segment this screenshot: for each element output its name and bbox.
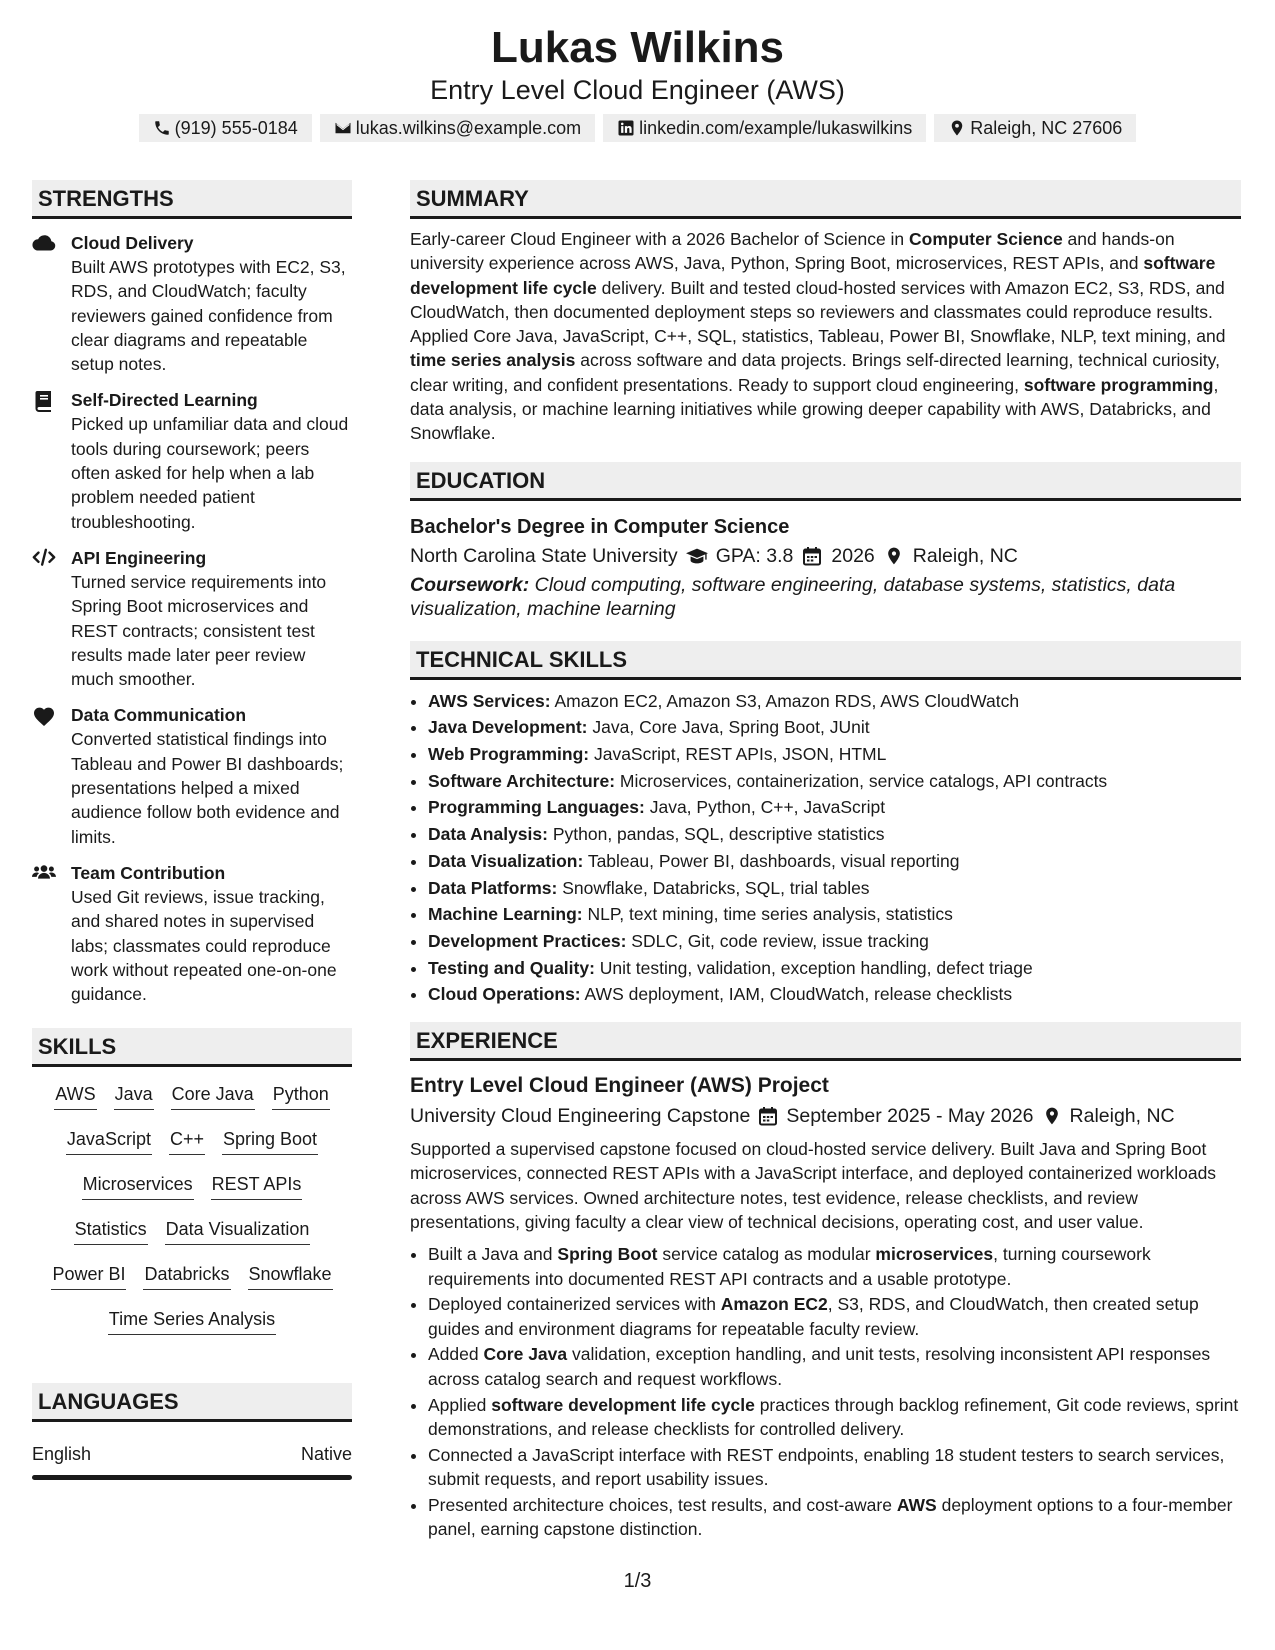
experience-description: Supported a supervised capstone focused on cloud-hosted service delivery. Built Java and Spring Boot microservices, connected REST APIs with a JavaScript interface, and deployed containerized workloads across AWS services. Owned architecture notes, test evidence, release checklists, and review presentations, giving faculty a clear view of technical decisions, operating cost, and user value.	[410, 1139, 1217, 1232]
bold-text: Core Java	[483, 1344, 568, 1365]
skill-category: Data Analysis:	[428, 824, 548, 845]
language-level-bar	[32, 1475, 352, 1480]
skill-tag: Snowflake	[248, 1262, 333, 1290]
experience-title: Entry Level Cloud Engineer (AWS) Project	[410, 1074, 829, 1098]
skill-tag: Core Java	[171, 1082, 255, 1110]
text-run: Early-career Cloud Engineer with a 2026 Bachelor of Science in	[410, 229, 910, 249]
skill-values: AWS deployment, IAM, CloudWatch, release checklists	[580, 984, 1013, 1005]
skill-tag: Microservices	[82, 1172, 194, 1200]
bold-text: time series analysis	[410, 350, 576, 371]
coursework-text: Cloud computing, software engineering, database systems, statistics, data visualization, machine learning	[410, 573, 1176, 620]
bold-text: microservices	[875, 1244, 994, 1265]
section-heading-skills: SKILLS	[32, 1028, 352, 1067]
graduation-cap-icon	[686, 546, 708, 566]
text-run: , S3, RDS, and CloudWatch, then created setup guides and environment diagrams for repeatable faculty review.	[428, 1294, 1199, 1339]
skill-row	[32, 1167, 352, 1212]
contact-location	[934, 114, 1136, 142]
technical-skill-item	[428, 821, 1241, 848]
technical-skill-item	[428, 928, 1241, 955]
technical-skill-item	[428, 688, 1241, 715]
email-text: lukas.wilkins@example.com	[355, 118, 582, 138]
skill-row	[32, 1257, 352, 1302]
technical-skill-item	[428, 901, 1241, 928]
text-run: across software and data projects. Brings self-directed learning, technical curiosity, clear writing, and confident presentations. Ready to support cloud engineering,	[410, 350, 1220, 395]
strength-description: Converted statistical findings into Tableau and Power BI dashboards; presentations helped a mixed audience follow both evidence and limits.	[71, 729, 344, 847]
left-column	[32, 180, 352, 1480]
section-heading-languages: LANGUAGES	[32, 1383, 352, 1422]
experience-details	[410, 1101, 1241, 1131]
technical-skill-item	[428, 875, 1241, 902]
strength-description: Turned service requirements into Spring Boot microservices and REST contracts; consistent test results made later peer review much smoother.	[71, 571, 327, 690]
experience-dates: September 2025 - May 2026	[786, 1105, 1034, 1128]
envelope-icon	[334, 119, 352, 137]
strength-item	[32, 231, 352, 376]
strengths-list	[32, 231, 352, 1006]
text-run: Applied	[428, 1394, 492, 1415]
section-heading-experience: EXPERIENCE	[410, 1022, 1241, 1061]
bold-text: software development life cycle	[410, 253, 1216, 298]
candidate-title: Entry Level Cloud Engineer (AWS)	[430, 75, 845, 105]
technical-skill-item	[428, 848, 1241, 875]
skill-values: Python, pandas, SQL, descriptive statistics	[547, 824, 885, 845]
map-pin-icon	[883, 546, 905, 566]
map-pin-icon	[1042, 1106, 1062, 1126]
technical-skill-item	[428, 768, 1241, 795]
education-degree: Bachelor's Degree in Computer Science	[410, 515, 790, 538]
text-run: , turning coursework requirements into documented REST API contracts and a usable prototype.	[428, 1244, 1151, 1289]
text-run: practices through backlog refinement, Git code reviews, sprint demonstrations, and release checklists for controlled delivery.	[428, 1394, 1239, 1439]
text-run: service catalog as modular	[657, 1244, 876, 1265]
summary-text	[410, 227, 1241, 446]
section-heading-strengths: STRENGTHS	[32, 180, 352, 219]
experience-bullet	[428, 1443, 1241, 1492]
strength-title: Data Communication	[71, 705, 247, 726]
bold-text: software programming	[1023, 374, 1214, 395]
page-number: 1/3	[623, 1570, 652, 1592]
bold-text: Amazon EC2	[720, 1294, 828, 1315]
users-icon	[32, 863, 56, 885]
text-run: Presented architecture choices, test results, and cost-aware	[428, 1494, 897, 1515]
skill-tag: Python	[272, 1082, 330, 1110]
skill-row	[32, 1212, 352, 1257]
candidate-name: Lukas Wilkins	[490, 23, 785, 72]
section-heading-education: EDUCATION	[410, 462, 1241, 501]
strength-title: API Engineering	[71, 547, 207, 568]
skill-category: Machine Learning:	[428, 904, 583, 925]
experience-location: Raleigh, NC	[1069, 1105, 1175, 1128]
experience-bullet	[428, 1242, 1241, 1291]
skill-tag: Data Visualization	[165, 1217, 311, 1245]
bold-text: AWS	[896, 1494, 937, 1515]
education-details	[410, 541, 1241, 571]
experience-org: University Cloud Engineering Capstone	[410, 1105, 751, 1128]
education-school: North Carolina State University	[410, 544, 678, 567]
text-run: , data analysis, or machine learning initiatives while growing deeper capability with AWS, Databricks, and Snowflake.	[410, 374, 1219, 444]
strength-title: Team Contribution	[71, 862, 226, 883]
skill-tag: Statistics	[74, 1217, 148, 1245]
skill-values: SDLC, Git, code review, issue tracking	[626, 931, 929, 951]
skill-values: JavaScript, REST APIs, JSON, HTML	[589, 744, 887, 765]
skill-row	[32, 1122, 352, 1167]
skill-row	[32, 1302, 352, 1347]
technical-skill-item	[428, 981, 1241, 1008]
text-run: Built a Java and	[428, 1244, 558, 1265]
phone-icon	[153, 119, 171, 137]
linkedin-icon	[617, 119, 635, 137]
right-column	[410, 180, 1241, 1543]
coursework-label: Coursework:	[410, 573, 530, 596]
skill-category: Software Architecture:	[428, 770, 616, 791]
language-name: English	[32, 1444, 92, 1465]
skill-tag: C++	[169, 1127, 205, 1155]
technical-skills-list	[410, 688, 1241, 1008]
skill-tag: REST APIs	[211, 1172, 303, 1200]
skill-category: Programming Languages:	[428, 797, 645, 818]
strength-description: Used Git reviews, issue tracking, and shared notes in supervised labs; classmates could reproduce work without repeated one-on-one guidance.	[71, 886, 337, 1005]
strength-item	[32, 861, 352, 1006]
skill-values: Microservices, containerization, service catalogs, API contracts	[615, 770, 1108, 791]
skill-tag: Java	[114, 1082, 154, 1110]
text-run: and hands-on university experience across AWS, Java, Python, Spring Boot, microservices, REST APIs, and	[410, 229, 1175, 274]
bold-text: Computer Science	[909, 229, 1063, 249]
skill-values: Amazon EC2, Amazon S3, Amazon RDS, AWS CloudWatch	[550, 690, 1020, 711]
education-coursework	[410, 573, 1241, 621]
skill-category: AWS Services:	[428, 690, 551, 711]
strength-item	[32, 546, 352, 691]
skill-tag: Time Series Analysis	[108, 1307, 276, 1335]
skill-category: Data Visualization:	[428, 850, 584, 871]
skill-tag: AWS	[54, 1082, 96, 1110]
skill-tag: Spring Boot	[222, 1127, 318, 1155]
experience-bullets	[410, 1242, 1241, 1541]
location-text: Raleigh, NC 27606	[970, 118, 1123, 138]
strength-title: Self-Directed Learning	[71, 390, 258, 411]
code-icon	[32, 548, 56, 570]
contact-email[interactable]	[320, 114, 595, 142]
strength-description: Picked up unfamiliar data and cloud tools during coursework; peers often asked for help when a lab problem needed patient troubleshooting.	[71, 414, 349, 532]
contact-bar	[0, 114, 1275, 142]
skill-values: Unit testing, validation, exception handling, defect triage	[594, 957, 1033, 978]
experience-bullet	[428, 1493, 1241, 1542]
technical-skill-item	[428, 794, 1241, 821]
skill-values: Java, Core Java, Spring Boot, JUnit	[587, 717, 870, 738]
experience-bullet	[428, 1292, 1241, 1341]
bold-text: software development life cycle	[491, 1394, 755, 1415]
skill-category: Data Platforms:	[428, 877, 558, 898]
skill-category: Java Development:	[428, 717, 588, 738]
skills-list	[32, 1077, 352, 1347]
education-location: Raleigh, NC	[912, 544, 1018, 567]
heart-icon	[32, 705, 56, 727]
skill-values: Snowflake, Databricks, SQL, trial tables	[557, 877, 870, 898]
strength-item	[32, 703, 352, 848]
bold-text: Spring Boot	[557, 1244, 658, 1265]
technical-skill-item	[428, 955, 1241, 982]
strength-title: Cloud Delivery	[71, 233, 194, 253]
skill-category: Development Practices:	[428, 931, 627, 951]
map-pin-icon	[948, 119, 966, 137]
text-run: delivery. Built and tested cloud-hosted services with Amazon EC2, S3, RDS, and CloudWatch, then documented deployment steps so reviewers and classmates could reproduce results. Applied Core Java, JavaScript, C++, SQL, statistics, Tableau, Power BI, Snowflake, NLP, text mining, and	[410, 277, 1226, 347]
text-run: deployment options to a four-member panel, earning capstone distinction.	[428, 1494, 1233, 1540]
text-run: Connected a JavaScript interface with REST endpoints, enabling 18 student testers to search services, submit requests, and report usability issues.	[428, 1444, 1225, 1489]
skill-values: Tableau, Power BI, dashboards, visual reporting	[583, 850, 960, 871]
contact-phone[interactable]	[139, 114, 312, 142]
linkedin-text: linkedin.com/example/lukaswilkins	[639, 118, 913, 138]
text-run: Added	[428, 1344, 484, 1365]
skill-category: Cloud Operations:	[428, 984, 581, 1005]
section-heading-summary: SUMMARY	[410, 180, 1241, 219]
contact-linkedin[interactable]	[603, 114, 926, 142]
calendar-icon	[758, 1106, 778, 1126]
skill-row	[32, 1077, 352, 1122]
section-heading-technical-skills: TECHNICAL SKILLS	[410, 641, 1241, 680]
text-run: validation, exception handling, and unit tests, resolving inconsistent API responses across catalog search and request workflows.	[428, 1344, 1211, 1389]
skill-tag: JavaScript	[66, 1127, 152, 1155]
education-year: 2026	[831, 544, 875, 567]
text-run: Deployed containerized services with	[428, 1294, 721, 1315]
language-level: Native	[300, 1444, 352, 1465]
technical-skill-item	[428, 741, 1241, 768]
strength-description: Built AWS prototypes with EC2, S3, RDS, and CloudWatch; faculty reviewers gained confidence from clear diagrams and repeatable setup notes.	[71, 257, 346, 375]
language-row	[32, 1444, 352, 1465]
skill-category: Testing and Quality:	[428, 957, 595, 978]
calendar-icon	[801, 546, 823, 566]
experience-bullet	[428, 1342, 1241, 1391]
technical-skill-item	[428, 714, 1241, 741]
strength-item	[32, 388, 352, 533]
experience-bullet	[428, 1393, 1241, 1442]
skill-category: Web Programming:	[428, 744, 590, 765]
phone-text: (919) 555-0184	[174, 118, 298, 138]
skill-tag: Databricks	[143, 1262, 230, 1290]
cloud-icon	[32, 233, 56, 255]
skill-tag: Power BI	[51, 1262, 126, 1290]
skill-values: NLP, text mining, time series analysis, statistics	[582, 904, 953, 925]
book-icon	[32, 390, 56, 412]
skill-values: Java, Python, C++, JavaScript	[644, 797, 886, 818]
education-gpa: GPA: 3.8	[715, 544, 794, 567]
